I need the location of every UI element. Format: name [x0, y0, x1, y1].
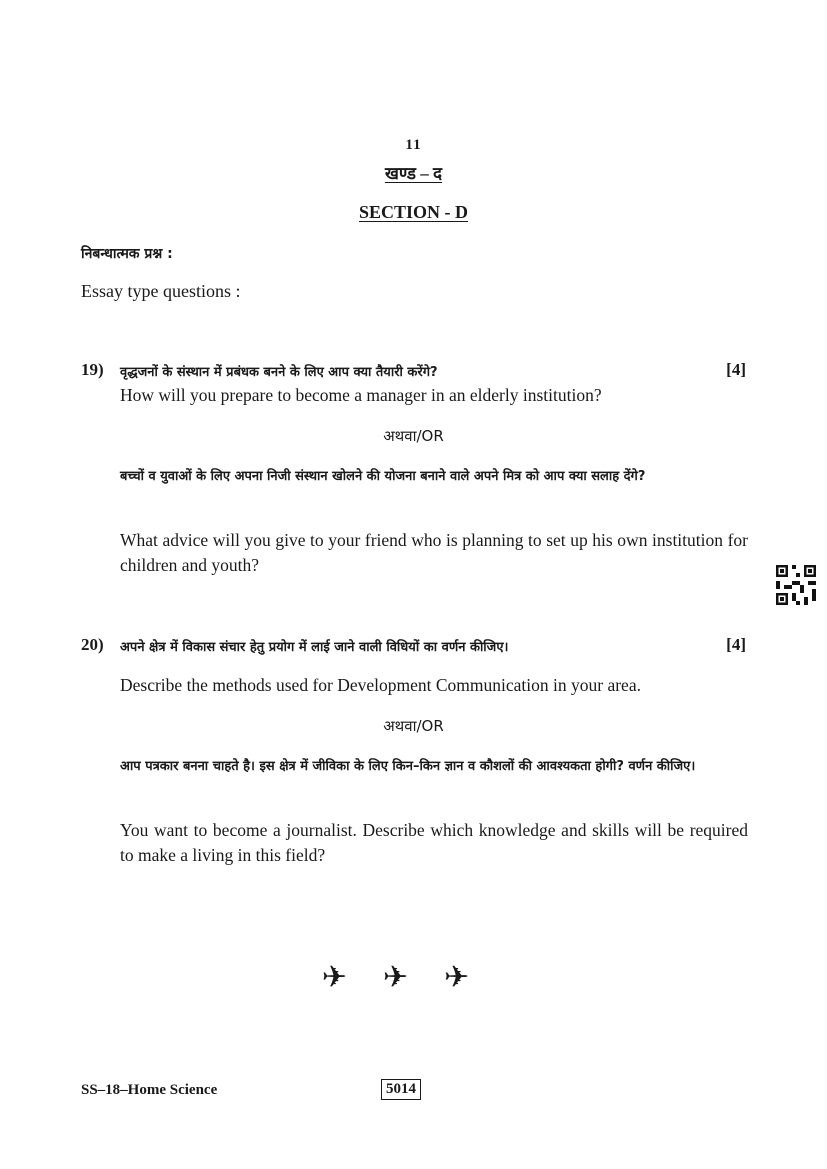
- question-text-english: How will you prepare to become a manager in an elderly institution?: [120, 385, 602, 405]
- question-marks: [4]: [726, 635, 746, 654]
- question-number: 19): [81, 360, 104, 379]
- question-text-english: Describe the methods used for Development Communication in your area.: [120, 675, 641, 695]
- footer-paper-code: 5014: [381, 1079, 421, 1100]
- section-title-hindi-text: खण्ड – द: [384, 164, 443, 183]
- alternate-question-english: What advice will you give to your friend who is planning to set up his own institution for children and youth?: [120, 530, 748, 575]
- section-title-english: [0, 202, 827, 223]
- heading-hindi: निबन्धात्मक प्रश्न :: [81, 246, 173, 262]
- alternate-question-english: You want to become a journalist. Describe which knowledge and skills will be required to make a living in this field?: [120, 820, 748, 865]
- alternate-question-hindi: आप पत्रकार बनना चाहते है। इस क्षेत्र में जीविका के लिए किन–किन ज्ञान व कौशलों की आवश्यकता होगी? वर्णन कीजिए।: [120, 759, 696, 774]
- question-text-hindi: वृद्धजनों के संस्थान में प्रबंधक बनने के लिए आप क्या तैयारी करेंगे?: [120, 365, 438, 380]
- question-marks: [4]: [726, 360, 746, 379]
- section-title-english-text: SECTION - D: [358, 202, 469, 222]
- heading-english: Essay type questions :: [81, 281, 241, 301]
- question-number: 20): [81, 635, 104, 654]
- end-of-paper-symbols: ✈✈✈: [321, 960, 506, 995]
- alternate-question-hindi: बच्चों व युवाओं के लिए अपना निजी संस्थान खोलने की योजना बनाने वाले अपने मित्र को आप क्या सलाह देंगे?: [120, 469, 646, 484]
- question-text-hindi: अपने क्षेत्र में विकास संचार हेतु प्रयोग में लाई जाने वाली विधियों का वर्णन कीजिए।: [120, 640, 509, 655]
- section-title-hindi: [0, 161, 827, 184]
- footer-subject: SS–18–Home Science: [81, 1082, 218, 1098]
- or-label: अथवा/OR: [383, 717, 444, 735]
- qr-code-icon: [776, 565, 816, 605]
- or-label: अथवा/OR: [383, 427, 444, 445]
- page-number: 11: [405, 137, 422, 153]
